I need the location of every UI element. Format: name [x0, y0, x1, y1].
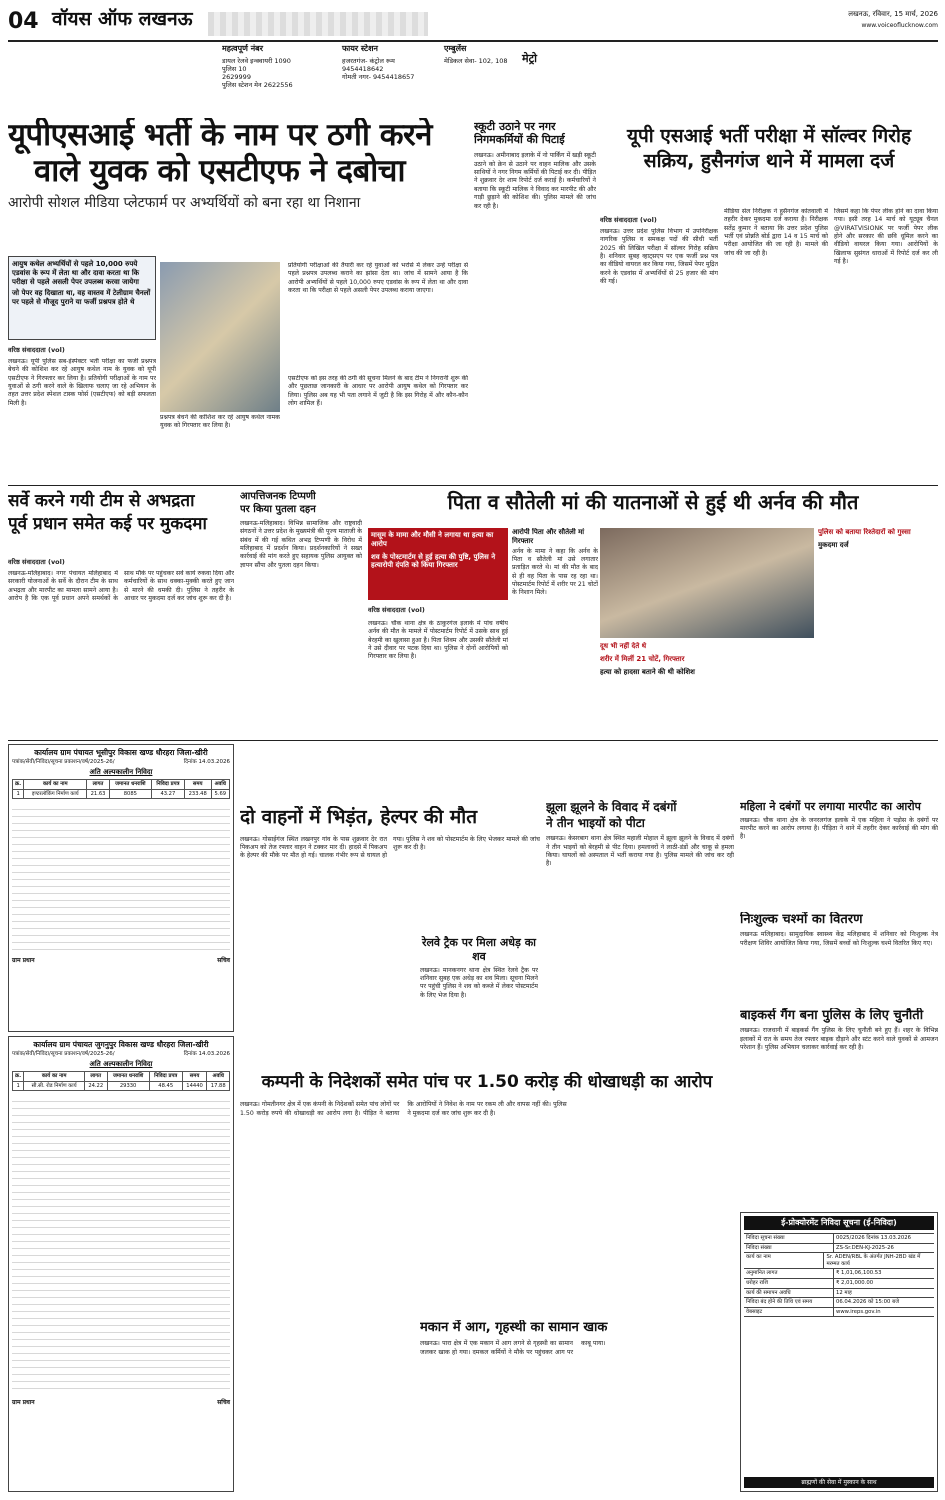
- table-row: [744, 1269, 934, 1279]
- helpline-line: मेडिकल सेवा- 102, 108: [444, 57, 508, 65]
- byline: वरिष्ठ संवाददाता (vol): [600, 216, 657, 224]
- table-row: [744, 1244, 934, 1254]
- divider: [8, 485, 938, 486]
- table-row: [744, 1289, 934, 1299]
- edition-date: लखनऊ, रविवार, 15 मार्च, 2026: [848, 10, 938, 18]
- notice-ref: पत्रांक/सेवी/निविदा/सूचना प्रकाशन/वर्ष/2025-26/: [12, 759, 115, 766]
- table-header: समय: [182, 1072, 207, 1082]
- table-header: अवधि: [207, 1072, 230, 1082]
- table-cell: 233.48: [184, 789, 211, 799]
- ambulance-numbers: [444, 44, 554, 65]
- table-cell: 12 माह: [836, 1289, 852, 1296]
- skyline-banner-image: [208, 12, 428, 36]
- notice-title: कार्यालय ग्राम पंचायत जुगनुपुर विकास खण्ड धौरहरा जिला-खीरी: [33, 1040, 209, 1049]
- notice-terms-text: [12, 1095, 230, 1395]
- notice-date: दिनांक 14.03.2026: [183, 759, 230, 766]
- story-body: लखनऊ। अमीनाबाद इलाके में नो पार्किंग में खड़ी स्कूटी उठाने को क्रेन से उठाने पर वाहन मालिक और उसके साथियों ने नगर निगम कर्मियों की पिटाई कर दी। पीड़ित ने शुक्रवार देर शाम रिपोर्ट दर्ज कराई है। कर्मचारियों ने बताया कि स्कूटी मालिक ने विवाद कर मारपीट की और गाड़ी छुड़ाने की कोशिश की। पुलिस मामले की जांच कर रही है।: [474, 152, 596, 210]
- highlight-bullet: आयुष कथेल अभ्यर्थियों से पहले 10,000 रुपये एडवांस के रूप में लेता था और दावा करता था कि परीक्षा से पहले असली पेपर उपलब्ध करवा जायेगा: [12, 260, 140, 286]
- table-cell: 5.69: [211, 789, 229, 799]
- website-link[interactable]: www.voiceoflucknow.com: [861, 22, 938, 29]
- fire-station-heading: फायर स्टेशन: [342, 44, 378, 53]
- story-column: [818, 528, 938, 736]
- table-row: [13, 789, 230, 799]
- highlight-bullet: शव के पोस्टमार्टम से हुई हत्या की पुष्टि, पुलिस ने हत्यारोपी दंपति को किया गिरफ्तार: [371, 552, 496, 570]
- table-cell: ₹ 1,01,06,100.53: [836, 1270, 882, 1277]
- notice-title: ई-प्रोक्योरमेंट निविदा सूचना (ई-निविदा): [744, 1216, 934, 1230]
- table-row: [13, 1081, 230, 1091]
- story-headline: निःशुल्क चश्मों का वितरण: [740, 912, 863, 927]
- highlight-bullet: मासूम के मामा और मौसी ने लगाया था हत्या का आरोप: [371, 531, 494, 548]
- story-headline: यूपीएसआई भर्ती के नाम पर ठगी करने: [8, 118, 432, 153]
- story-body: लखनऊ। पारा क्षेत्र में एक मकान में आग लगने से गृहस्थी का सामान जलकर खाक हो गया। दमकल कर्मियों ने मौके पर पहुंचकर आग पर काबू पाया।: [420, 1340, 606, 1356]
- signatory: सचिव: [217, 957, 230, 964]
- notice-subtitle: अति अल्पकालीन निविदा: [89, 768, 153, 777]
- notice-footer: ब्राह्मणों की सेवा में मुस्कान के साथ: [744, 1477, 934, 1489]
- table-header: निविदा प्रपत्र: [149, 1072, 182, 1082]
- table-cell: 1: [13, 789, 24, 799]
- story-body: लखनऊ। केसरबाग थाना क्षेत्र स्थित महाली मोहाल में झूला झूलने के विवाद में दबंगों ने तीन भाइयों को बेरहमी से पीट दिया। हमलावरों ने लाठी-डंडों और चाकू से हमला किया। घायलों को अस्पताल में भर्ती कराया गया है। पुलिस मामले की जांच कर रही है।: [546, 835, 734, 868]
- byline: वरिष्ठ संवाददाता (vol): [368, 606, 425, 614]
- story-swing-dispute: [546, 800, 734, 1066]
- story-headline: कम्पनी के निदेशकों समेत पांच पर 1.50 करोड़ की धोखाधड़ी का आरोप: [261, 1072, 713, 1092]
- tender-notice-bhusipur: [8, 744, 234, 1032]
- table-cell: निविदा बंद होने की तिथि एवं समय: [744, 1298, 834, 1307]
- e-procurement-notice: [740, 1212, 938, 1492]
- story-headline: सर्वे करने गयी टीम से अभद्रता: [8, 491, 195, 511]
- byline: वरिष्ठ संवाददाता (vol): [8, 558, 65, 566]
- notice-subtitle: अति अल्पकालीन निविदा: [89, 1060, 153, 1069]
- table-header-row: [13, 1072, 230, 1082]
- table-header: क्र.: [13, 780, 24, 790]
- story-headline: पूर्व प्रधान समेत कई पर मुकदमा: [8, 513, 207, 534]
- story-headline: रेलवे ट्रैक पर मिला अधेड़ का शव: [421, 936, 537, 963]
- story-body: लखनऊ-मलिहाबाद। विभिन्न सामाजिक और राष्ट्रवादी संगठनों ने उत्तर प्रदेश के मुख्यमंत्री की पूज्य माताजी के संबंध में की गई कथित अभद्र टिप्पणी के विरोध में मलिहाबाद में प्रदर्शन किया। प्रदर्शनकारियों ने सख्त कार्रवाई की मांग करते हुए सहायक पुलिस आयुक्त को ज्ञापन सौंपा और पुतला दहन किया।: [240, 520, 362, 569]
- helpline-line: पुलिस 10: [222, 65, 247, 74]
- story-headline: महिला ने दबंगों पर लगाया मारपीट का आरोप: [740, 800, 921, 813]
- story-railway-body: [420, 936, 538, 1026]
- table-cell: निविदा संख्या: [744, 1244, 834, 1253]
- story-headline: ने तीन भाइयों को पीटा: [546, 815, 645, 830]
- signatory: ग्राम प्रधान: [12, 957, 35, 964]
- story-bikers-gang: [740, 1008, 938, 1110]
- story-arnav-headline-area: [368, 490, 938, 520]
- table-header: निविदा प्रपत्र: [151, 780, 184, 790]
- story-headline: यूपी एसआई भर्ती परीक्षा में सॉल्वर गिरोह: [626, 125, 912, 147]
- helpline-line: हजरतगंज- कंट्रोल रूम: [342, 57, 395, 65]
- table-row: [744, 1234, 934, 1244]
- helpline-line: डायल रेलवे इन्क्वायरी 1090: [222, 57, 291, 65]
- table-cell: कार्य की समापन अवधि: [744, 1289, 834, 1298]
- story-body: लखनऊ। गोमतीनगर क्षेत्र में एक कंपनी के निदेशकों समेत पांच लोगों पर 1.50 करोड़ रुपये की धोखाधड़ी का आरोप लगा है। पीड़ित ने बताया कि आरोपियों ने निवेश के नाम पर रकम ली और वापस नहीं की। पुलिस ने मुकदमा दर्ज कर जांच शुरू कर दी है।: [240, 1101, 567, 1117]
- table-cell: निविदा सूचना संख्या: [744, 1234, 834, 1243]
- story-headline: मकान में आग, गृहस्थी का सामान खाक: [420, 1320, 608, 1335]
- notice-terms-text: [12, 803, 230, 953]
- story-free-glasses: [740, 912, 938, 1002]
- table-cell: 43.27: [151, 789, 184, 799]
- story-headline: झूला झूलने के विवाद में दबंगों: [546, 800, 677, 814]
- story-headline: स्कूटी उठाने पर नगर निगमकर्मियों की पिटाई: [474, 120, 565, 147]
- table-cell: 48.45: [149, 1081, 182, 1091]
- table-cell: 29330: [107, 1081, 149, 1091]
- helpline-line: 2629999: [222, 73, 251, 82]
- story-body: लखनऊ-मलिहाबाद। नगर पंचायत मलिहाबाद में सरकारी योजनाओं के सर्वे के दौरान टीम के साथ अभद्रता और मारपीट का मामला सामने आया है। आरोप है कि एक पूर्व प्रधान अपने समर्थकों के साथ मौके पर पहुंचकर सर्वे कार्य रुकवा दिया और कर्मचारियों के साथ धक्का-मुक्की करते हुए जान से मारने की धमकी दी। पुलिस ने तहरीर के आधार पर मुकदमा दर्ज कर जांच शुरू कर दी है।: [8, 570, 234, 603]
- story-highlights-box: [368, 528, 508, 600]
- table-header: लागत: [87, 780, 110, 790]
- table-cell: 0025/2026 दिनांक 13.03.2026: [836, 1235, 912, 1241]
- table-cell: इण्टरलॉकिंग निर्माण कार्य: [24, 789, 87, 799]
- notice-signatures: [12, 957, 230, 965]
- story-body: लखनऊ। मानकनगर थाना क्षेत्र स्थित रेलवे ट्रैक पर शनिवार सुबह एक अधेड़ का शव मिला। सूचना मिलने पर पहुंची पुलिस ने शव को कब्जे में लेकर पोस्टमार्टम के लिए भेज दिया है।: [420, 966, 538, 999]
- story-body: मीडिया सेल निरीक्षक ने हुसैनगंज कोतवाली में तहरीर देकर मुकदमा दर्ज कराया है। निरीक्षक सतेंद्र कुमार ने बताया कि उत्तर प्रदेश पुलिस भर्ती एवं प्रोन्नति बोर्ड द्वारा 14 व 15 मार्च को परीक्षा आयोजित की जा रही है। मामले की जांच की जा रही है।: [724, 208, 828, 257]
- accused-photo: [160, 262, 280, 412]
- byline: वरिष्ठ संवाददाता (vol): [8, 346, 65, 354]
- story-effigy: [240, 490, 362, 736]
- important-numbers: [222, 44, 332, 90]
- story-headline: वाले युवक को एसटीएफ ने दबोचा: [34, 152, 406, 189]
- ambulance-heading: एम्बुलेंस: [444, 44, 467, 53]
- table-header: जमानत धनराशि: [109, 780, 151, 790]
- story-company-fraud: [240, 1072, 734, 1232]
- sub-heading: हत्या को हादसा बताने की थी कोशिश: [600, 667, 695, 676]
- sub-heading: दूध भी नहीं देते थे: [600, 642, 647, 650]
- sub-heading: पुलिस को बताया रिश्तेदारों को गुस्सा: [818, 528, 911, 536]
- story-headline: आपत्तिजनक टिप्पणी: [240, 491, 316, 502]
- table-cell: 06.04.2026 को 15:00 बजे: [836, 1299, 900, 1306]
- table-cell[interactable]: www.ireps.gov.in: [836, 1308, 881, 1315]
- signatory: ग्राम प्रधान: [12, 1399, 35, 1406]
- table-row: [744, 1308, 934, 1318]
- fire-station-numbers: [342, 44, 452, 81]
- sub-heading: आरोपी पिता और सौतेली मां गिरफ्तार: [512, 528, 585, 545]
- table-header: लागत: [84, 1072, 107, 1082]
- helpline-line: गोमती नगर- 9454418657: [342, 73, 415, 82]
- table-cell: 17.88: [207, 1081, 230, 1091]
- story-highlights-box: [8, 256, 156, 340]
- table-cell: 24.22: [84, 1081, 107, 1091]
- table-header: समय: [184, 780, 211, 790]
- table-header: कार्य का नाम: [24, 780, 87, 790]
- masthead: [8, 6, 938, 42]
- notice-date: दिनांक 14.03.2026: [183, 1051, 230, 1058]
- story-headline: दो वाहनों में भिड़ंत, हेल्पर की मौत: [240, 806, 478, 828]
- eproc-table: [744, 1233, 934, 1317]
- table-header-row: [13, 780, 230, 790]
- story-column: [600, 642, 814, 736]
- story-body: लखनऊ। गोसाईगंज स्थित लखनपुर गांव के पास शुक्रवार देर रात पिकअप को तेज रफ्तार वाहन ने टक्कर मार दी। हादसे में पिकअप के हेल्पर की मौके पर मौत हो गई। चालक गंभीर रूप से घायल हो गया। पुलिस ने शव को पोस्टमार्टम के लिए भेजकर मामले की जांच शुरू कर दी है।: [240, 835, 540, 860]
- story-body: प्रतियोगी परीक्षाओं की तैयारी कर रहे युवाओं को भरोसे में लेकर उन्हें परीक्षा से पहले प्रश्नपत्र उपलब्ध कराने का झांसा देता था। जांच में सामने आया है कि आरोपी अभ्यर्थियों से पहले 10,000 रुपए एडवांस के रूप में लेता था और दावा करता था कि परीक्षा से पहले असली पेपर उपलब्ध कराया जाएगा।: [288, 262, 468, 295]
- table-cell: अनुमानित लागत: [744, 1269, 834, 1278]
- table-cell: कार्य का नाम: [744, 1253, 824, 1268]
- section-tag: मेट्रो: [522, 52, 537, 65]
- important-numbers-heading: महत्वपूर्ण नंबर: [222, 44, 263, 53]
- table-cell: सी.सी. रोड निर्माण कार्य: [24, 1081, 85, 1091]
- story-headline: पिता व सौतेली मां की यातनाओं से हुई थी अर्नव की मौत: [447, 490, 859, 514]
- story-upsi-stf: [8, 118, 468, 240]
- story-woman-assault: [740, 800, 938, 906]
- table-cell: वेबसाइट: [744, 1308, 834, 1317]
- table-header: कार्य का नाम: [24, 1072, 85, 1082]
- sub-heading: मुकदमा दर्ज: [818, 540, 849, 549]
- story-scooty-fight: [474, 120, 596, 480]
- story-body: लखनऊ। चौक थाना क्षेत्र के जनरलगंज इलाके में एक महिला ने पड़ोस के दबंगों पर मारपीट करने का आरोप लगाया है। पीड़िता ने थाने में तहरीर देकर कार्रवाई की मांग की है।: [740, 816, 938, 841]
- notice-title: कार्यालय ग्राम पंचायत भूसीपुर विकास खण्ड धौरहरा जिला-खीरी: [34, 748, 208, 757]
- story-body: जिसमें कहा कि पेपर लीक होने का दावा किया गया। इसी तरह 14 मार्च को यूट्यूब चैनल @VIRATVISIONK पर फर्जी पेपर लीक होने और सरकार की छवि धूमिल करने का वीडियो वायरल किया गया। आरोपियों के खिलाफ सुसंगत धाराओं में रिपोर्ट दर्ज कर ली गई है।: [834, 208, 938, 266]
- table-cell: ZS-Sr.DEN-KJ-2025-26: [836, 1244, 894, 1251]
- notice-ref-row: [12, 1051, 230, 1058]
- notice-table: [12, 779, 230, 799]
- police-accused-photo: [600, 528, 814, 638]
- story-column: [512, 528, 598, 736]
- story-body: एसटीएफ को इस तरह की ठगी की सूचना मिलने के बाद टीम ने निगरानी शुरू की और पूछताछ जानकारी के आधार पर आरोपी आयुष कथेल को गिरफ्तार कर लिया। पुलिस अब यह भी पता लगाने में जुटी है कि इस गिरोह में और कौन-कौन लोग शामिल हैं।: [288, 375, 468, 408]
- story-headline: सक्रिय, हुसैनगंज थाने में मामला दर्ज: [643, 149, 895, 172]
- table-cell: धरोहर राशि: [744, 1279, 834, 1288]
- signatory: सचिव: [217, 1399, 230, 1406]
- story-body: लखनऊ मलिहाबाद। सामुदायिक स्वास्थ्य केंद्र मलिहाबाद में शनिवार को निःशुल्क नेत्र परीक्षण शिविर आयोजित किया गया, जिसमें बच्चों को निःशुल्क चश्मे वितरित किए गए।: [740, 931, 938, 947]
- table-row: [744, 1298, 934, 1308]
- story-survey-team: [8, 490, 234, 550]
- photo-caption: प्रश्नपत्र बेचने की कोशिश कर रहे आयुष कथेल नामक युवक को गिरफ्तार कर लिया है।: [160, 414, 280, 430]
- table-header: जमानत धनराशि: [107, 1072, 149, 1082]
- notice-signatures: [12, 1399, 230, 1407]
- helpline-numbers: [222, 44, 722, 106]
- table-cell: 1: [13, 1081, 24, 1091]
- table-cell: ₹ 2,01,000.00: [836, 1280, 874, 1287]
- table-row: [744, 1279, 934, 1289]
- notice-ref: पत्रांक/सेवी/निविदा/सूचना प्रकाशन/वर्ष/2025-26/: [12, 1051, 115, 1058]
- story-body: लखनऊ। उत्तर प्रदेश पुलिस विभाग में उपनिरीक्षक नागरिक पुलिस व समकक्ष पदों की सीधी भर्ती 2025 की लिखित परीक्षा में सॉल्वर गिरोह सक्रिय है। शनिवार सुबह व्हाट्सएप पर एक फर्जी प्रश्न पत्र का वीडियो वायरल कर किया गया, जिसमें पेपर मुद्रित करने के एडवांस में अभ्यर्थियों से 25 हजार की मांग की गई।: [600, 228, 718, 286]
- story-headline: बाइकर्स गैंग बना पुलिस के लिए चुनौती: [740, 1008, 924, 1023]
- story-body: अर्नव के मामा ने कहा कि अर्नव के पिता व सौतेली मां उसे लगातार प्रताड़ित करते थे। मां की मौत के बाद से ही वह पिता के पास रह रहा था। पोस्टमार्टम रिपोर्ट में शरीर पर 21 चोटों के निशान मिले।: [512, 547, 598, 597]
- table-cell: 21.63: [87, 789, 110, 799]
- story-solver-gang: [600, 124, 938, 204]
- story-strap: आरोपी सोशल मीडिया प्लेटफार्म पर अभ्यर्थियों को बना रहा था निशाना: [8, 195, 361, 212]
- table-header: क्र.: [13, 1072, 24, 1082]
- sub-heading: शरीर में मिलीं 21 चोटें, गिरफ्तार: [600, 654, 685, 663]
- table-header: अवधि: [211, 780, 229, 790]
- masthead-title: वॉयस ऑफ लखनऊ: [52, 8, 193, 30]
- notice-ref-row: [12, 759, 230, 766]
- story-body: लखनऊ। राजधानी में बाइकर्स गैंग पुलिस के लिए चुनौती बने हुए हैं। शहर के विभिन्न इलाकों में रात के समय तेज रफ्तार बाइक दौड़ाने और स्टंट करने वाले युवकों से आमजन परेशान हैं। पुलिस अभियान चलाकर कार्रवाई कर रही है।: [740, 1027, 938, 1051]
- story-headline: पर किया पुतला दहन: [240, 504, 316, 515]
- page-number: 04: [8, 9, 39, 34]
- table-cell: 8085: [109, 789, 151, 799]
- story-body: लखनऊ। यूपी पुलिस सब-इंस्पेक्टर भर्ती परीक्षा का फर्जी प्रश्नपत्र बेचने की कोशिश कर रहे आयुष कथेल नाम के युवक को यूपी एसटीएफ ने गिरफ्तार कर लिया है। प्रतियोगी परीक्षाओं के नाम पर युवाओं से ठगी करने वाले के खिलाफ चलाए जा रहे अभियान के तहत उत्तर प्रदेश स्पेशल टास्क फोर्स (एसटीएफ) को बड़ी सफलता मिली है।: [8, 358, 156, 407]
- story-house-fire: [420, 1320, 734, 1490]
- helpline-line: 9454418642: [342, 65, 384, 74]
- table-cell: 14440: [182, 1081, 207, 1091]
- divider: [8, 740, 938, 741]
- table-row: [744, 1253, 934, 1269]
- highlight-bullet: जो पेपर वह दिखाता था, वह वास्तव में टेलीग्राम चैनलों पर पहले से मौजूद पुराने या फर्जी प्रश्नपत्र होते थे: [12, 289, 151, 306]
- tender-notice-jugnupur: [8, 1036, 234, 1492]
- notice-table: [12, 1071, 230, 1091]
- story-body: लखनऊ। चौक थाना क्षेत्र के ठाकुरगंज इलाके में पांच वर्षीय अर्नव की मौत के मामले में पोस्टमार्टम रिपोर्ट में उसके साथ हुई बेरहमी का खुलासा हुआ है। पिता शिवम और उसकी सौतेली मां ने उसे दीवार पर पटक दिया था। पुलिस ने दोनों आरोपियों को गिरफ्तार कर लिया है।: [368, 620, 508, 661]
- helpline-line: पुलिस स्टेशन मेन 2622556: [222, 81, 293, 90]
- table-cell: Sr. ADEN/RBL के अंतर्गत JNH-2BD खंड में मरम्मत कार्य: [826, 1254, 921, 1267]
